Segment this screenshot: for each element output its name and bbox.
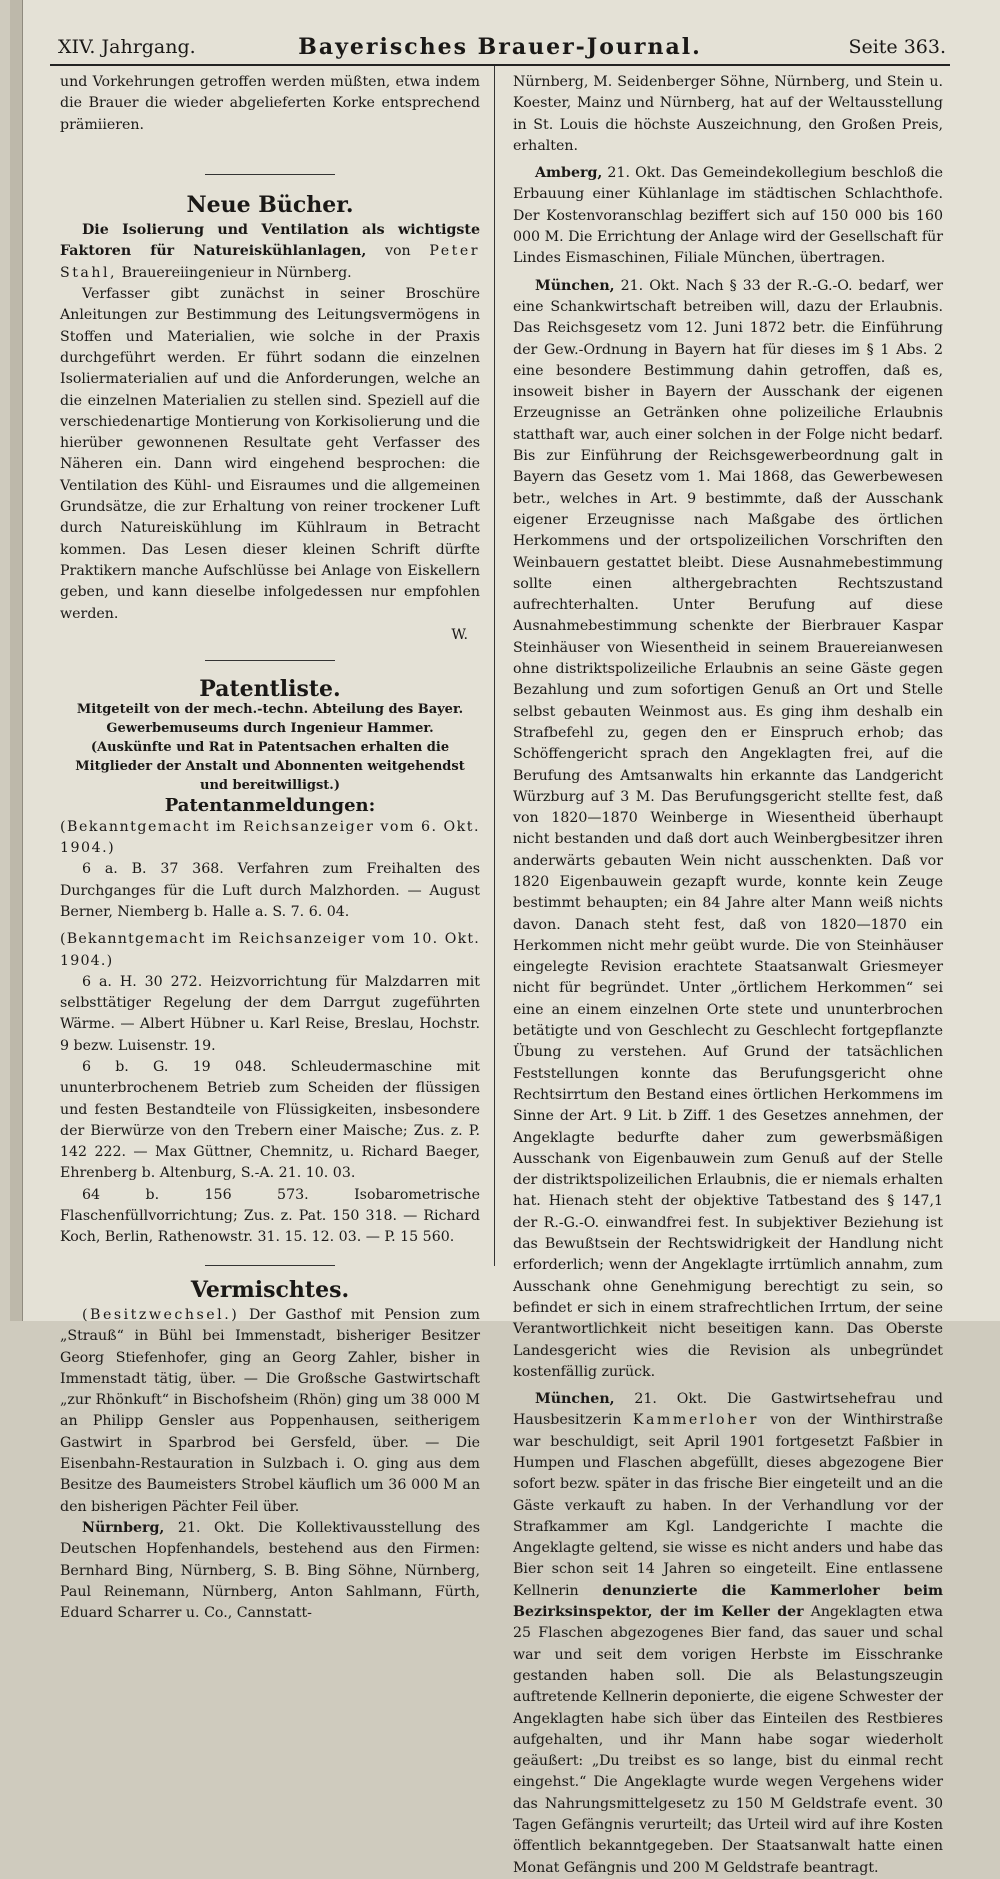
news-item: Amberg, 21. Okt. Das Gemeindekollegium beschloß die Erbauung einer Kühlanlage im städtischen Schlachthofe. Der Kostenvoranschlag beziffert sich auf 150 000 bis 160 000 M. Die Errichtung der Anlage wird der Gesellschaft für Lindes Eismaschinen, Filiale München, übertragen.: [513, 165, 943, 267]
page-header: [50, 30, 950, 66]
news-item: (Besitzwechsel.) Der Gasthof mit Pension zum „Strauß“ in Bühl bei Immenstadt, bisheriger Besitzer Georg Stiefenhofer, ging an Georg Zahler, bisher in Immenstadt tätig, über. — Die Großsche Gastwirtschaft „zur Rhönkuft“ in Bischofsheim (Rhön) ging um 38 000 M an Philipp Gensler aus Poppenhausen, seitherigem Gastwirt in Sparbrod bei Gersfeld, über. — Die Eisenbahn-Restauration in Sulzbach i. O. ging aus dem Besitze des Baumeisters Strobel käuflich um 36 000 M an den bisherigen Pächter Feil über.: [60, 1306, 480, 1515]
book-title: Die Isolierung und Ventilation als wichtigste Faktoren für Natureiskühlanlagen,: [60, 222, 480, 260]
publication-note: (Bekanntgemacht im Reichsanzeiger vom 6. Okt. 1904.): [60, 818, 480, 857]
patent-source-note: Mitgeteilt von der mech.-techn. Abteilung des Bayer. Gewerbemuseums durch Ingenieur Hammer.: [76, 702, 464, 737]
patent-info-note: (Auskünfte und Rat in Patentsachen erhalten die Mitglieder der Anstalt und Abonnenten weitgehendst und bereitwilligst.): [75, 740, 465, 794]
section-heading-patentliste: Patentliste.: [199, 676, 341, 703]
previous-page-edge: [10, 0, 23, 1321]
newspaper-page: [10, 0, 1000, 1876]
publication-note: (Bekanntgemacht im Reichsanzeiger vom 10. Okt. 1904.): [60, 931, 480, 969]
journal-title: Bayerisches Brauer-Journal.: [298, 34, 702, 60]
patent-applications-heading: Patentanmeldungen:: [164, 795, 376, 817]
news-item: Nürnberg, 21. Okt. Die Kollektivausstellung des Deutschen Hopfenhandels, bestehend aus den Firmen: Bernhard Bing, Nürnberg, S. B. Bing Söhne, Nürnberg, Paul Reinemann, Nürnberg, Anton Sahlmann, Fürth, Eduard Scharrer u. Co., Cannstatt-: [60, 1519, 480, 1622]
book-citation: Die Isolierung und Ventilation als wichtigste Faktoren für Natureiskühlanlagen, von Peter Stahl, Brauereiingenieur in Nürnberg.: [60, 222, 481, 281]
page-number: Seite 363.: [848, 36, 946, 58]
news-item: München, 21. Okt. Die Gastwirtsehefrau und Hausbesitzerin Kammerloher von der Winthirstraße war beschuldigt, seit April 1901 fortgesetzt Faßbier in Humpen und Flaschen abgefüllt, dieses abgezogene Bier sofort bezw. später in das frische Bier eingeteilt und an die Gäste verkauft zu haben. In der Verhandlung vor der Strafkammer am Kgl. Landgerichte I machte die Angeklagte geltend, sie wisse es nicht anders und habe das Bier schon seit 14 Jahren so eingeteilt. Eine entlassene Kellnerin denunzierte die Kammerloher beim Bezirksinspektor, der im Keller der Angeklagten etwa 25 Flaschen abgezogenes Bier fand, das sauer und schal war und seit dem vorigen Herbste im Eisschranke gestanden haben soll. Die als Belastungszeugin auftretende Kellnerin deponierte, die eigene Schwester der Angeklagten habe sich über das Einteilen des Restbieres aufgehalten, und ihr Mann habe sogar wiederholt geäußert: „Du treibst es so lange, bist du einmal recht eingehst.“ Die Angeklagte wurde wegen Vergehens wider das Nahrungsmittelgesetz zu 150 M Geldstrafe event. 30 Tagen Gefängnis verurteilt; das Urteil wird auf ihre Kosten öffentlich bekanntgegeben. Der Staatsanwalt hatte einen Monat Gefängnis und 200 M Geldstrafe beantragt.: [513, 1391, 944, 1876]
patent-entry: 6 a. H. 30 272. Heizvorrichtung für Malzdarren mit selbsttätiger Regelung der dem Darrgut zugeführten Wärme. — Albert Hübner u. Karl Reise, Breslau, Hochstr. 9 bezw. Luisenstr. 19.: [60, 973, 480, 1054]
news-item-continued: Nürnberg, M. Seidenberger Söhne, Nürnberg, und Stein u. Koester, Mainz und Nürnberg, hat auf der Weltausstellung in St. Louis die höchste Auszeichnung, den Großen Preis, erhalten.: [513, 74, 943, 154]
patent-entry: 6 b. G. 19 048. Schleudermaschine mit ununterbrochenem Betrieb zum Scheiden der flüssigen und festen Bestandteile von Flüssigkeiten, insbesondere der Bierwürze von den Trebern einer Maische; Zus. z. P. 142 222. — Max Güttner, Chemnitz, u. Richard Baeger, Ehrenberg b. Altenburg, S.-A. 21. 10. 03.: [60, 1058, 480, 1182]
news-lead: Amberg,: [535, 165, 603, 182]
defendant-name: Kammerloher: [632, 1412, 759, 1429]
news-lead: Nürnberg,: [82, 1519, 165, 1536]
news-lead: München,: [535, 1391, 615, 1408]
patent-entry: 64 b. 156 573. Isobarometrische Flaschenfüllvorrichtung; Zus. z. Pat. 150 318. — Richard Koch, Berlin, Rathenowstr. 31. 15. 12. 03. — P. 15 560.: [60, 1186, 480, 1246]
intro-paragraph: und Vorkehrungen getroffen werden müßten, etwa indem die Brauer die wieder abgelieferten Korke entsprechend prämiieren.: [60, 74, 480, 133]
right-column: [513, 72, 943, 1879]
column-divider: [494, 66, 495, 1266]
news-lead: (Besitzwechsel.): [82, 1306, 240, 1323]
news-item: München, 21. Okt. Nach § 33 der R.-G.-O. bedarf, wer eine Schankwirtschaft betreiben will, dazu der Erlaubnis. Das Reichsgesetz vom 12. Juni 1872 betr. die Einführung der Gew.-Ordnung in Bayern hat für dieses im § 1 Abs. 2 eine besondere Bestimmung dahin getroffen, daß es, insoweit bisher in Bayern der Ausschank der eigenen Erzeugnisse an Getränken ohne polizeiliche Erlaubnis statthaft war, auch einer solchen in der Folge nicht bedarf. Bis zur Einführung der Reichsgewerbeordnung galt in Bayern das Gesetz vom 1. Mai 1868, das Gewerbewesen betr., welches in Art. 9 bestimmte, daß der Ausschank eigener Erzeugnisse nach Maßgabe des örtlichen Herkommens und der ortspolizeilichen Vorschriften den Weinbauern gestattet bleibt. Diese Ausnahmebestimmung sollte einen althergebrachten Rechtszustand aufrechterhalten. Unter Berufung auf diese Ausnahmebestimmung schenkte der Bierbrauer Kaspar Steinhäuser von Wiesentheid in seinem Brauereianwesen ohne distriktspolizeiliche Erlaubnis an seine Gäste gegen Bezahlung und zum sofortigen Genuß an Ort und Stelle selbst gebauten Weinmost aus. Es ging ihm deshalb ein Strafbefehl zu, gegen den er Einspruch erhob; das Schöffengericht sprach den Angeklagten frei, auf die Berufung des Amtsanwalts hin erkannte das Landgericht Würzburg auf 3 M. Das Berufungsgericht stellte fest, daß von 1820—1870 Weinberge in Wiesentheid überhaupt nicht bestanden und daß dort auch Weinbergbesitzer ihren anderwärts gebauten Wein nicht ausschenkten. Daß vor 1820 Eigenbauwein gezapft wurde, konnte kein Zeuge bestimmt behaupten; ein 84 Jahre alter Mann weiß nichts davon. Danach steht fest, daß von 1820—1870 ein Herkommen nicht mehr geübt wurde. Die von Steinhäuser eingelegte Revision erachtete Staatsanwalt Griesmeyer nicht für begründet. Unter „örtlichem Herkommen“ sei eine an einem einzelnen Orte stete und ununterbrochen betätigte und von Geschlecht zu Geschlecht fortgepflanzte Übung zu verstehen. Auf Grund der tatsächlichen Feststellungen konnte das Berufungsgericht ohne Rechtsirrtum den Bestand eines örtlichen Herkommens im Sinne der Art. 9 Lit. b Ziff. 1 des Gesetzes annehmen, der Angeklagte bedurfte daher zum gewerbsmäßigen Ausschank von Eigenbauwein zum Genuß auf der Stelle der distriktspolizeilichen Erlaubnis, die er niemals erhalten hat. Hienach steht der objektive Tatbestand des § 147,1 der R.-G.-O. einwandfrei fest. In subjektiver Beziehung ist das Bewußtsein der Rechtswidrigkeit der Handlung nicht erforderlich; wenn der Angeklagte irrtümlich annahm, zum Ausschank ohne Genehmigung berechtigt zu sein, so befindet er sich in einem strafrechtlichen Irrtum, der seine Verantwortlichkeit nicht beseitigen kann. Das Oberste Landesgericht wies die Revision als unbegründet kostenfällig zurück.: [513, 277, 943, 1380]
book-review: Verfasser gibt zunächst in seiner Broschüre Anleitungen zur Bestimmung des Leitungsvermögens in Stoffen und Materialien, wie solche in der Praxis durchgeführt werden. Er führt sodann die einzelnen Isoliermaterialien auf und die Anforderungen, welche an die einzelnen Materialien zu stellen sind. Speziell auf die verschiedenartige Montierung von Korkisolierung und die hierüber gewonnenen Resultate geht Verfasser des Näheren ein. Dann wird eingehend besprochen: die Ventilation des Kühl- und Eisraumes und die allgemeinen Grundsätze, die zur Erhaltung von reiner trockener Luft durch Natureiskühlung im Kühlraum in Betracht kommen. Das Lesen dieser kleinen Schrift dürfte Praktikern manche Aufschlüsse bei Anlage von Eiskellern geben, und kann dieselbe infolgedessen nur empfohlen werden.: [60, 286, 480, 622]
book-author: Peter Stahl,: [60, 243, 481, 281]
news-lead: München,: [535, 277, 615, 294]
left-column: [60, 72, 480, 1624]
section-heading-vermischtes: Vermischtes.: [190, 1276, 350, 1303]
review-signature: W.: [451, 626, 468, 643]
patent-entry: 6 a. B. 37 368. Verfahren zum Freihalten des Durchganges für die Luft durch Malzhorden. — August Berner, Niemberg b. Halle a. S. 7. 6. 04.: [60, 861, 480, 920]
section-heading-neue-buecher: Neue Bücher.: [186, 191, 354, 218]
volume-label: XIV. Jahrgang.: [58, 36, 196, 58]
